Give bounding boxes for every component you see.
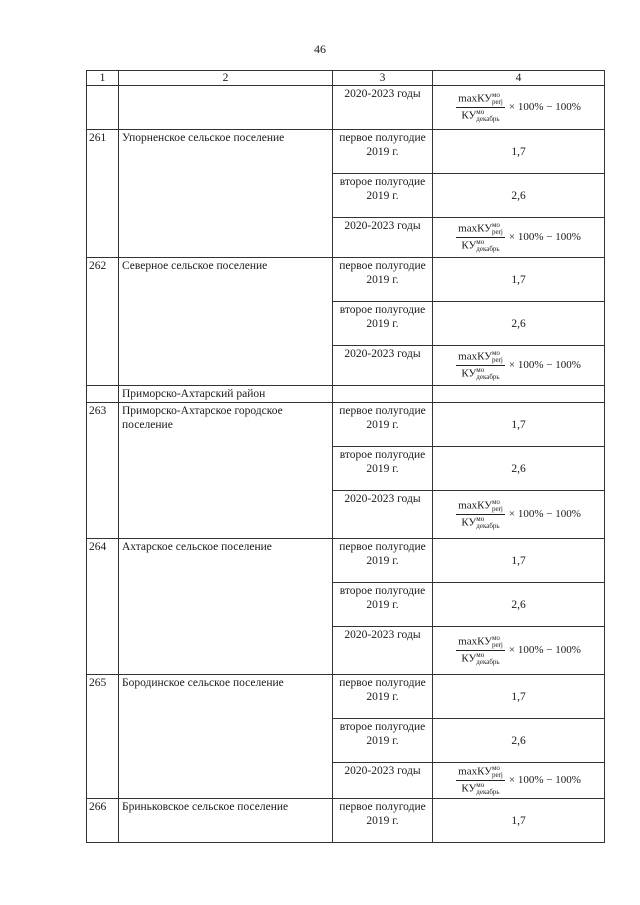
value-cell: 2,6	[433, 583, 605, 627]
formula-tail: × 100% − 100%	[508, 774, 581, 787]
fraction-denominator: КУ мо декабрь	[461, 651, 500, 667]
fraction-numerator: maxКУ мо perj	[458, 764, 503, 780]
formula-cell	[433, 346, 605, 386]
table-row	[87, 86, 605, 130]
settlement-name: Приморско-Ахтарское городское поселение	[119, 403, 333, 539]
settlement-name: Упорненское сельское поселение	[119, 130, 333, 258]
second-half-cell: второе полугодие 2019 г.	[333, 447, 433, 491]
second-half-cell: второе полугодие 2019 г.	[333, 719, 433, 763]
period-cell: 2020-2023 годы	[333, 86, 433, 130]
fraction-numerator: maxКУ мо perj	[458, 498, 503, 514]
period-cell: 2020-2023 годы	[333, 627, 433, 675]
formula-cell	[433, 491, 605, 539]
first-half-cell: первое полугодие 2019 г.	[333, 130, 433, 174]
table-row	[87, 675, 605, 719]
row-number: 264	[87, 539, 119, 675]
fraction-denominator: КУ мо декабрь	[461, 781, 500, 797]
row-number: 265	[87, 675, 119, 799]
second-half-cell: второе полугодие 2019 г.	[333, 583, 433, 627]
formula-tail: × 100% − 100%	[508, 101, 581, 114]
formula-tail: × 100% − 100%	[508, 644, 581, 657]
first-half-cell: первое полугодие 2019 г.	[333, 403, 433, 447]
value-cell: 1,7	[433, 799, 605, 843]
growth-formula	[436, 222, 601, 253]
row-number: 262	[87, 258, 119, 386]
table-row	[87, 130, 605, 174]
formula-tail: × 100% − 100%	[508, 359, 581, 372]
formula-tail: × 100% − 100%	[508, 231, 581, 244]
fraction-numerator: maxКУ мо perj	[458, 349, 503, 365]
fraction	[456, 765, 505, 796]
fraction-denominator: КУ мо декабрь	[461, 108, 500, 124]
row-number: 263	[87, 403, 119, 539]
growth-formula	[436, 92, 601, 123]
district-name: Приморско-Ахтарский район	[119, 386, 333, 403]
period-cell: 2020-2023 годы	[333, 346, 433, 386]
second-half-cell: второе полугодие 2019 г.	[333, 302, 433, 346]
formula-tail: × 100% − 100%	[508, 508, 581, 521]
table-row	[87, 403, 605, 447]
growth-formula	[436, 499, 601, 530]
formula-cell	[433, 218, 605, 258]
fraction-denominator: КУ мо декабрь	[461, 366, 500, 382]
value-cell: 1,7	[433, 130, 605, 174]
settlement-name: Ахтарское сельское поселение	[119, 539, 333, 675]
page-number: 46	[314, 42, 326, 56]
fraction	[456, 635, 505, 666]
formula-cell	[433, 86, 605, 130]
header-cell: 1	[87, 71, 119, 86]
value-cell: 2,6	[433, 302, 605, 346]
period-cell: 2020-2023 годы	[333, 763, 433, 799]
table-header-row	[87, 71, 605, 86]
fraction-denominator: КУ мо декабрь	[461, 238, 500, 254]
fraction-numerator: maxКУ мо perj	[458, 634, 503, 650]
first-half-cell: первое полугодие 2019 г.	[333, 539, 433, 583]
fraction	[456, 92, 505, 123]
formula-cell	[433, 627, 605, 675]
fraction-numerator: maxКУ мо perj	[458, 221, 503, 237]
first-half-cell: первое полугодие 2019 г.	[333, 258, 433, 302]
header-cell: 4	[433, 71, 605, 86]
fraction	[456, 222, 505, 253]
second-half-cell: второе полугодие 2019 г.	[333, 174, 433, 218]
growth-formula	[436, 350, 601, 381]
settlement-name: Бородинское сельское поселение	[119, 675, 333, 799]
first-half-cell: первое полугодие 2019 г.	[333, 799, 433, 843]
district-row	[87, 386, 605, 403]
fraction-numerator: maxКУ мо perj	[458, 91, 503, 107]
fraction-denominator: КУ мо декабрь	[461, 515, 500, 531]
formula-cell	[433, 763, 605, 799]
table-row	[87, 799, 605, 843]
settlement-name: Бриньковское сельское поселение	[119, 799, 333, 843]
table-row	[87, 539, 605, 583]
period-cell: 2020-2023 годы	[333, 218, 433, 258]
value-cell: 1,7	[433, 403, 605, 447]
fraction	[456, 499, 505, 530]
value-cell: 2,6	[433, 447, 605, 491]
value-cell: 2,6	[433, 174, 605, 218]
settlement-name: Северное сельское поселение	[119, 258, 333, 386]
row-number: 266	[87, 799, 119, 843]
table-row	[87, 258, 605, 302]
header-cell: 3	[333, 71, 433, 86]
header-cell: 2	[119, 71, 333, 86]
tariff-table	[86, 70, 605, 843]
first-half-cell: первое полугодие 2019 г.	[333, 675, 433, 719]
value-cell: 1,7	[433, 675, 605, 719]
period-cell: 2020-2023 годы	[333, 491, 433, 539]
growth-formula	[436, 635, 601, 666]
value-cell: 1,7	[433, 258, 605, 302]
row-number: 261	[87, 130, 119, 258]
growth-formula	[436, 765, 601, 796]
value-cell: 1,7	[433, 539, 605, 583]
fraction	[456, 350, 505, 381]
value-cell: 2,6	[433, 719, 605, 763]
